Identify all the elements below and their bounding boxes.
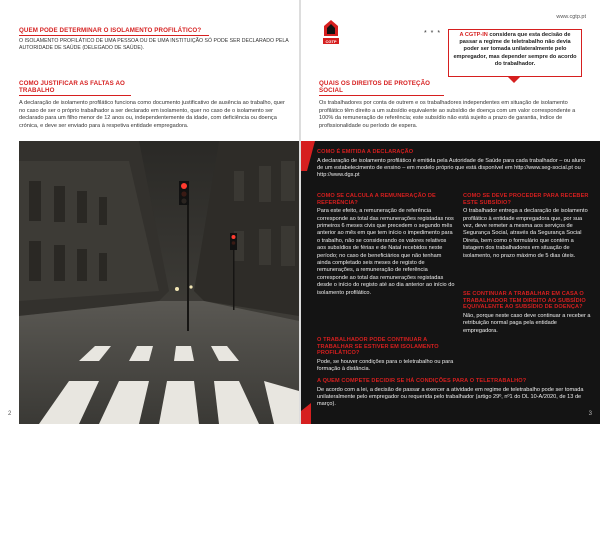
calc-heading: COMO SE CALCULA A REMUNERAÇÃO DE REFERÊNCIA?	[317, 193, 436, 206]
home-work-text: Não, porque neste caso deve continuar a receber a retribuição normal paga pela entidade empregadora.	[463, 312, 591, 334]
issuing-text: A declaração de isolamento profilático é emitida pela Autoridade de Saúde para cada trabalhador – ou aluno de um estabelecimento de ensino – em modelo próprio que está disponível em http://www.seg-social.pt ou http://www.dgs.pt	[317, 157, 586, 179]
info-dark-panel	[301, 141, 600, 424]
page-number-left: 2	[8, 411, 12, 417]
cgtp-logo-icon	[321, 18, 341, 46]
who-determines-text: O ISOLAMENTO PROFILÁTICO DE UMA PESSOA OU DE UMA INSTITUIÇÃO SÓ PODE SER DECLARADO PELA AUTORIDADE DE SAÚDE (DELEGADO DE SAÚDE).	[19, 38, 289, 52]
telework-heading: O TRABALHADOR PODE CONTINUAR A TRABALHAR SE ESTIVER EM ISOLAMENTO PROFILÁTICO?	[317, 337, 439, 357]
isolation-title-line2: PROFILÁTICO	[83, 500, 205, 519]
isolation-title-line1: ISOLAMENTO	[84, 480, 204, 499]
calc-text: Para este efeito, a remuneração de referência corresponde ao total das remunerações registadas nos primeiros 6 meses civis que precedem o segundo mês anterior ao mês em que tem início o impedimento para o trabalho, não se considerando os valores relativos aos subsídios de férias e de Natal recebidos neste período; no caso de beneficiários que não tenham ainda completado seis meses de registo de remunerações, a remuneração de referência corresponde ao total das remunerações registadas desde o início do registo até ao dia anterior ao início do isolamento profilático.	[317, 208, 455, 296]
issuing-heading: COMO É EMITIDA A DECLARAÇÃO	[317, 149, 414, 155]
callout-org: A CGTP-IN	[459, 32, 488, 38]
site-url: www.cgtp.pt	[556, 14, 586, 20]
procedure-text: O trabalhador entrega a declaração de isolamento profilático à entidade empregadora que, por sua vez, deve remeter a mesma aos serviços de Segurança Social, através da Segurança Social Direta, bem como o formulário que contém a listagem dos trabalhadores em situação de isolamento, no prazo máximo de 5 dias úteis.	[463, 208, 588, 259]
calc-block	[317, 193, 455, 297]
issuing-block	[317, 149, 587, 180]
cgtp-callout	[448, 29, 582, 77]
callout-text: considera que esta decisão de passar a regime de teletrabalho não devia poder ser tomada unilateralmente pelo empregador, mas depender sempre do acordo do trabalhador.	[453, 32, 577, 67]
page-number-right: 3	[588, 411, 592, 417]
procedure-heading: COMO SE DEVE PROCEDER PARA RECEBER ESTE SUBSÍDIO?	[463, 193, 589, 206]
who-determines-section	[19, 27, 289, 52]
left-page	[0, 0, 299, 519]
street-photo	[19, 141, 299, 519]
telework-block	[317, 337, 455, 374]
who-decides-block	[317, 378, 589, 409]
justify-absences-section	[19, 80, 291, 130]
social-rights-section	[319, 80, 591, 130]
social-rights-heading: QUAIS OS DIREITOS DE PROTEÇÃO SOCIAL	[319, 80, 444, 96]
isolation-title-box	[59, 464, 229, 536]
decorative-stars: * * *	[424, 30, 442, 37]
home-work-block	[463, 291, 591, 335]
night-street-illustration	[19, 141, 299, 424]
home-work-heading: SE CONTINUAR A TRABALHAR EM CASA O TRABALHADOR TEM DIREITO AO SUBSÍDIO EQUIVALENTE AO SUBSÍDIO DE DOENÇA?	[463, 291, 586, 311]
procedure-block	[463, 193, 591, 260]
justify-absences-heading: COMO JUSTIFICAR AS FALTAS AO TRABALHO	[19, 80, 131, 96]
svg-text:CGTP: CGTP	[325, 39, 337, 44]
social-rights-text: Os trabalhadores por conta de outrem e os trabalhadores independentes em situação de isolamento profilático têm direito a um subsídio equivalente ao subsídio de doença com um valor correspondente a 100% da remuneração de referência; este subsídio não está sujeito a prazo de garantia, índice de profissionalidade ou período de espera.	[319, 100, 576, 129]
telework-text: Pode, se houver condições para o teletrabalho ou para formação à distância.	[317, 358, 454, 373]
who-decides-heading: A QUEM COMPETE DECIDIR SE HÁ CONDIÇÕES PARA O TELETRABALHO?	[317, 378, 527, 384]
who-decides-text: De acordo com a lei, a decisão de passar a exercer a atividade em regime de teletrabalho pode ser tomada unilateralmente pelo empregador ou requerida pelo trabalhador (artigo 29º, nº1 do DL 10-A/2020, de 13 de março).	[317, 386, 584, 408]
who-determines-heading: QUEM PODE DETERMINAR O ISOLAMENTO PROFILÁTICO?	[19, 27, 209, 36]
justify-absences-text: A declaração de isolamento profilático funciona como documento justificativo de ausência ao trabalho, quer no caso de ser o próprio trabalhador a ser declarado em isolamento, quer no caso de o isolamento ser declarado para um filho menor de 12 anos ou, independentemente da idade, com deficiência ou doença crónica, e deve ser enviado para à respetiva entidade empregadora.	[19, 100, 285, 129]
